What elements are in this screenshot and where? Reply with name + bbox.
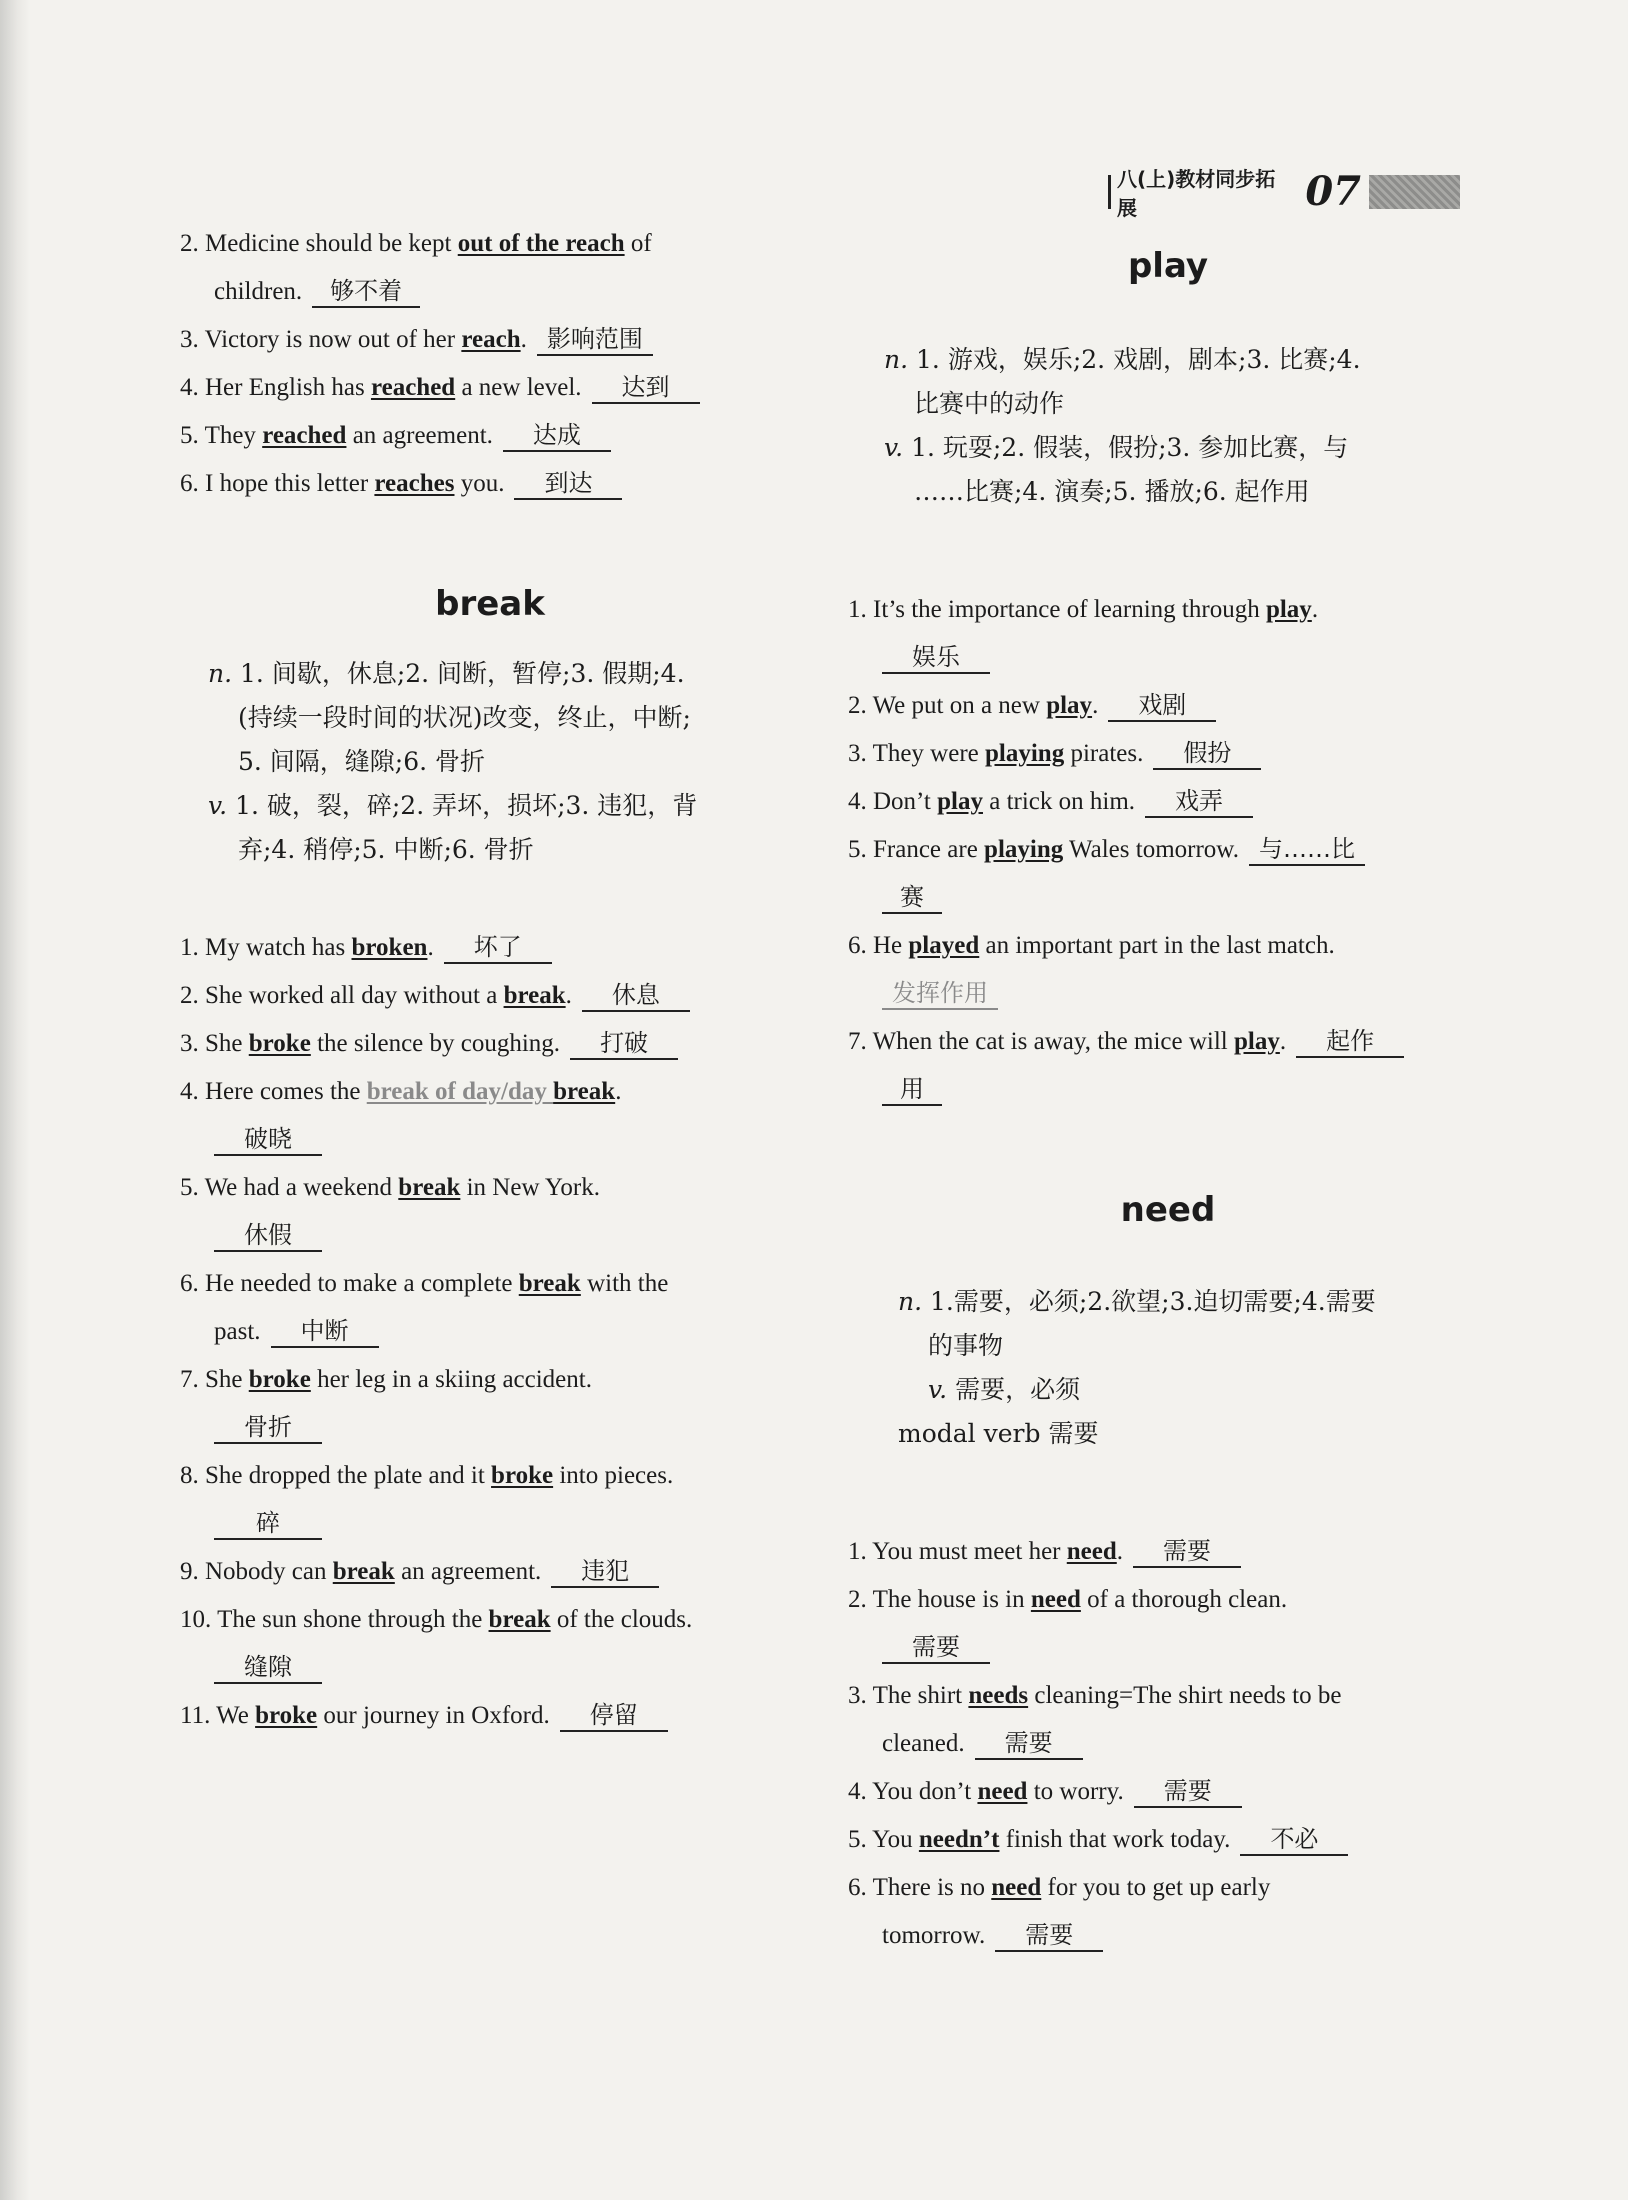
list-item: 1. You must meet her need. 需要 xyxy=(848,1528,1488,1576)
answer-blank: 休息 xyxy=(582,980,690,1012)
list-item-continuation xyxy=(848,634,1488,682)
answer-blank: 发挥作用 xyxy=(882,978,998,1010)
play-examples xyxy=(848,586,1488,1114)
list-item: 2. She worked all day without a break. 休息 xyxy=(180,972,800,1020)
list-item: 5. You needn’t finish that work today. 不必 xyxy=(848,1816,1488,1864)
list-item: 8. She dropped the plate and it broke into pieces. xyxy=(180,1462,674,1489)
list-item-continuation xyxy=(848,970,1488,1018)
answer-blank: 与……比 xyxy=(1249,834,1365,866)
list-item: 5. France are playing Wales tomorrow. 与……比 xyxy=(848,826,1488,874)
list-item: 3. Victory is now out of her reach. 影响范围 xyxy=(180,316,800,364)
answer-blank: 需要 xyxy=(995,1920,1103,1952)
answer-blank: 休假 xyxy=(214,1220,322,1252)
list-item: 2. The house is in need of a thorough clean. xyxy=(848,1586,1288,1613)
list-item-continuation: past. 中断 xyxy=(180,1308,800,1356)
list-item-continuation xyxy=(848,1066,1488,1114)
list-item-continuation xyxy=(180,1212,800,1260)
answer-blank: 到达 xyxy=(514,468,622,500)
answer-blank: 不必 xyxy=(1240,1824,1348,1856)
answer-blank: 缝隙 xyxy=(214,1652,322,1684)
list-item-continuation xyxy=(848,874,1488,922)
list-item: 11. We broke our journey in Oxford. 停留 xyxy=(180,1692,800,1740)
list-item-continuation: cleaned. 需要 xyxy=(848,1720,1488,1768)
answer-blank: 达成 xyxy=(503,420,611,452)
list-item: 7. When the cat is away, the mice will play. 起作 xyxy=(848,1018,1488,1066)
list-item-continuation: tomorrow. 需要 xyxy=(848,1912,1488,1960)
answer-blank: 中断 xyxy=(271,1316,379,1348)
break-examples xyxy=(180,924,800,1740)
list-item: 1. My watch has broken. 坏了 xyxy=(180,924,800,972)
list-item: 4. Don’t play a trick on him. 戏弄 xyxy=(848,778,1488,826)
list-item: 1. It’s the importance of learning through play. xyxy=(848,596,1319,623)
reach-examples xyxy=(180,220,800,508)
list-item: 4. You don’t need to worry. 需要 xyxy=(848,1768,1488,1816)
list-item-continuation xyxy=(180,1644,800,1692)
header-gray-block xyxy=(1369,175,1460,209)
answer-blank: 影响范围 xyxy=(537,324,653,356)
need-definitions: n. 1.需要，必须;2.欲望;3.迫切需要;4.需要 的事物 v. 需要，必须 modal verb 需要 xyxy=(898,1287,1376,1448)
answer-blank: 需要 xyxy=(1134,1776,1242,1808)
answer-blank: 假扮 xyxy=(1153,738,1261,770)
answer-blank: 坏了 xyxy=(444,932,552,964)
list-item: 5. We had a weekend break in New York. xyxy=(180,1174,600,1201)
answer-blank: 停留 xyxy=(560,1700,668,1732)
list-item-continuation xyxy=(180,1500,800,1548)
list-item-continuation: children. 够不着 xyxy=(180,268,800,316)
list-item: 6. He needed to make a complete break with the xyxy=(180,1270,669,1297)
list-item-continuation xyxy=(848,1624,1488,1672)
list-item: 6. He played an important part in the last match. xyxy=(848,932,1335,959)
list-item: 4. Here comes the break of day/day break. xyxy=(180,1078,622,1105)
list-item: 9. Nobody can break an agreement. 违犯 xyxy=(180,1548,800,1596)
answer-blank: 够不着 xyxy=(312,276,420,308)
list-item: 7. She broke her leg in a skiing accident. xyxy=(180,1366,592,1393)
series-title: 八(上)教材同步拓展 xyxy=(1116,167,1276,220)
answer-blank: 违犯 xyxy=(551,1556,659,1588)
answer-blank: 碎 xyxy=(214,1508,322,1540)
need-examples xyxy=(848,1528,1488,1960)
page-number: 07 xyxy=(1305,168,1361,215)
page-header xyxy=(1108,167,1460,220)
list-item: 3. She broke the silence by coughing. 打破 xyxy=(180,1020,800,1068)
answer-blank: 骨折 xyxy=(214,1412,322,1444)
list-item: 5. They reached an agreement. 达成 xyxy=(180,412,800,460)
list-item: 6. I hope this letter reaches you. 到达 xyxy=(180,460,800,508)
answer-blank: 娱乐 xyxy=(882,642,990,674)
section-title-play: play xyxy=(1127,246,1209,286)
list-item: 2. We put on a new play. 戏剧 xyxy=(848,682,1488,730)
list-item: 10. The sun shone through the break of the clouds. xyxy=(180,1606,693,1633)
answer-blank: 戏剧 xyxy=(1108,690,1216,722)
answer-blank: 打破 xyxy=(570,1028,678,1060)
answer-blank: 破晓 xyxy=(214,1124,322,1156)
list-item: 4. Her English has reached a new level. 达到 xyxy=(180,364,800,412)
header-divider xyxy=(1108,175,1111,209)
page-binding-shadow xyxy=(0,0,30,2200)
answer-blank: 戏弄 xyxy=(1145,786,1253,818)
answer-blank: 需要 xyxy=(975,1728,1083,1760)
answer-blank: 需要 xyxy=(1133,1536,1241,1568)
list-item-continuation xyxy=(180,1116,800,1164)
answer-blank: 赛 xyxy=(882,882,942,914)
list-item: 3. The shirt needs cleaning=The shirt needs to be xyxy=(848,1682,1342,1709)
play-definitions: n. 1. 游戏，娱乐;2. 戏剧，剧本;3. 比赛;4. 比赛中的动作 v. 1. 玩耍;2. 假装，假扮;3. 参加比赛，与 ……比赛;4. 演奏;5. 播放;6. 起作用 xyxy=(884,345,1361,506)
list-item: 2. Medicine should be kept out of the reach of xyxy=(180,230,652,257)
answer-blank: 起作 xyxy=(1296,1026,1404,1058)
list-item: 3. They were playing pirates. 假扮 xyxy=(848,730,1488,778)
answer-blank: 用 xyxy=(882,1074,942,1106)
answer-blank: 需要 xyxy=(882,1632,990,1664)
section-title-need: need xyxy=(1120,1190,1216,1230)
break-definitions: n. 1. 间歇，休息;2. 间断，暂停;3. 假期;4. (持续一段时间的状况)改变，终止，中断; 5. 间隔，缝隙;6. 骨折 v. 1. 破，裂，碎;2. 弄坏，损坏;3. 违犯，背 弃;4. 稍停;5. 中断;6. 骨折 xyxy=(208,659,698,864)
answer-blank: 达到 xyxy=(592,372,700,404)
section-title-break: break xyxy=(435,584,545,624)
list-item-continuation xyxy=(180,1404,800,1452)
list-item: 6. There is no need for you to get up early xyxy=(848,1874,1271,1901)
